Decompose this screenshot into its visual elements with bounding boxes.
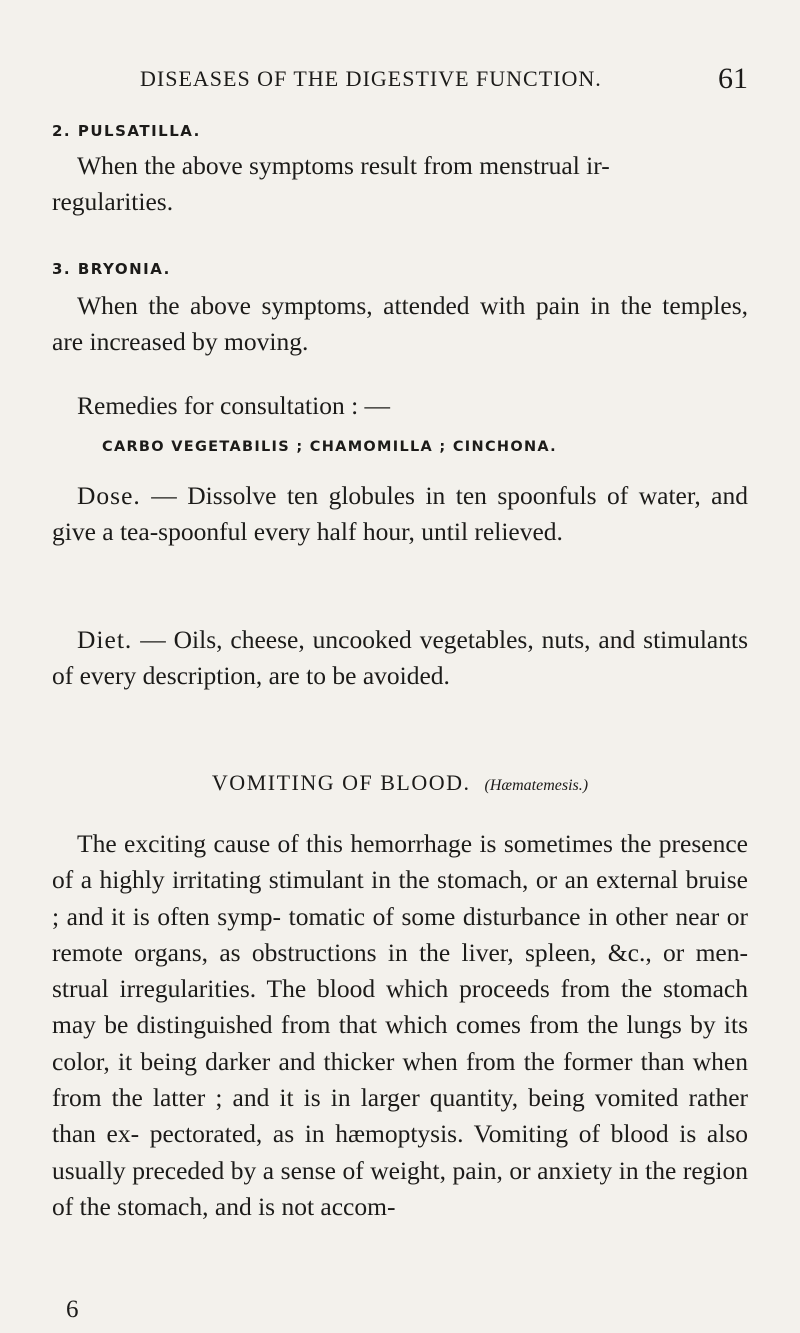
diet-text: — Oils, cheese, uncooked vegetables, nuts, and stimulants of every description, are to be avoided. [52, 625, 749, 691]
section-latin-name: (Hæmatemesis.) [484, 777, 589, 794]
remedy-heading: 3. BRYONIA. [52, 260, 171, 278]
section-body [52, 826, 748, 1225]
section-title: VOMITING OF BLOOD. [211, 770, 471, 795]
section-heading [52, 770, 748, 796]
consultation-intro: Remedies for consultation : — [77, 391, 391, 420]
dose-text: — Dissolve ten globules in ten spoonfuls of water, and give a tea-spoonful every half hour, until relieved. [52, 481, 748, 547]
running-title: DISEASES OF THE DIGESTIVE FUNCTION. [140, 66, 602, 91]
remedy-pulsatilla [52, 122, 748, 221]
diet-paragraph [52, 622, 748, 695]
remedy-heading: 2. PULSATILLA. [52, 122, 201, 140]
remedy-bryonia [52, 260, 748, 361]
remedy-description: When the above symptoms result from menstrual ir- regularities. [52, 151, 610, 217]
dose-label: Dose. [77, 481, 141, 510]
consultation-remedies: CARBO VEGETABILIS ; CHAMOMILLA ; CINCHONA. [102, 439, 557, 456]
dose-paragraph [52, 478, 748, 551]
page-number: 61 [718, 62, 748, 95]
section-body-text: The exciting cause of this hemorrhage is sometimes the presence of a highly irritating stimulant in the stomach, or an external bruise ; and it is often symp- tomatic of some disturbance in other near or remote organs, as obstructions in the liver, spleen, &c., or men- strual irregularities. The blood which proceeds from the stomach may be distinguished from that which comes from the lungs by its color, it being darker and thicker when from the former than when from the latter ; and it is in larger quantity, being vomited rather than ex- pectorated, as in hæmoptysis. Vomiting of blood is also usually preceded by a sense of weight, pain, or anxiety in the region of the stomach, and is not accom- [52, 829, 748, 1221]
remedy-description: When the above symptoms, attended with pain in the temples, are increased by moving. [52, 291, 748, 357]
diet-label: Diet. [77, 625, 133, 654]
signature-mark: 6 [66, 1296, 79, 1323]
consultation-section [52, 388, 748, 455]
